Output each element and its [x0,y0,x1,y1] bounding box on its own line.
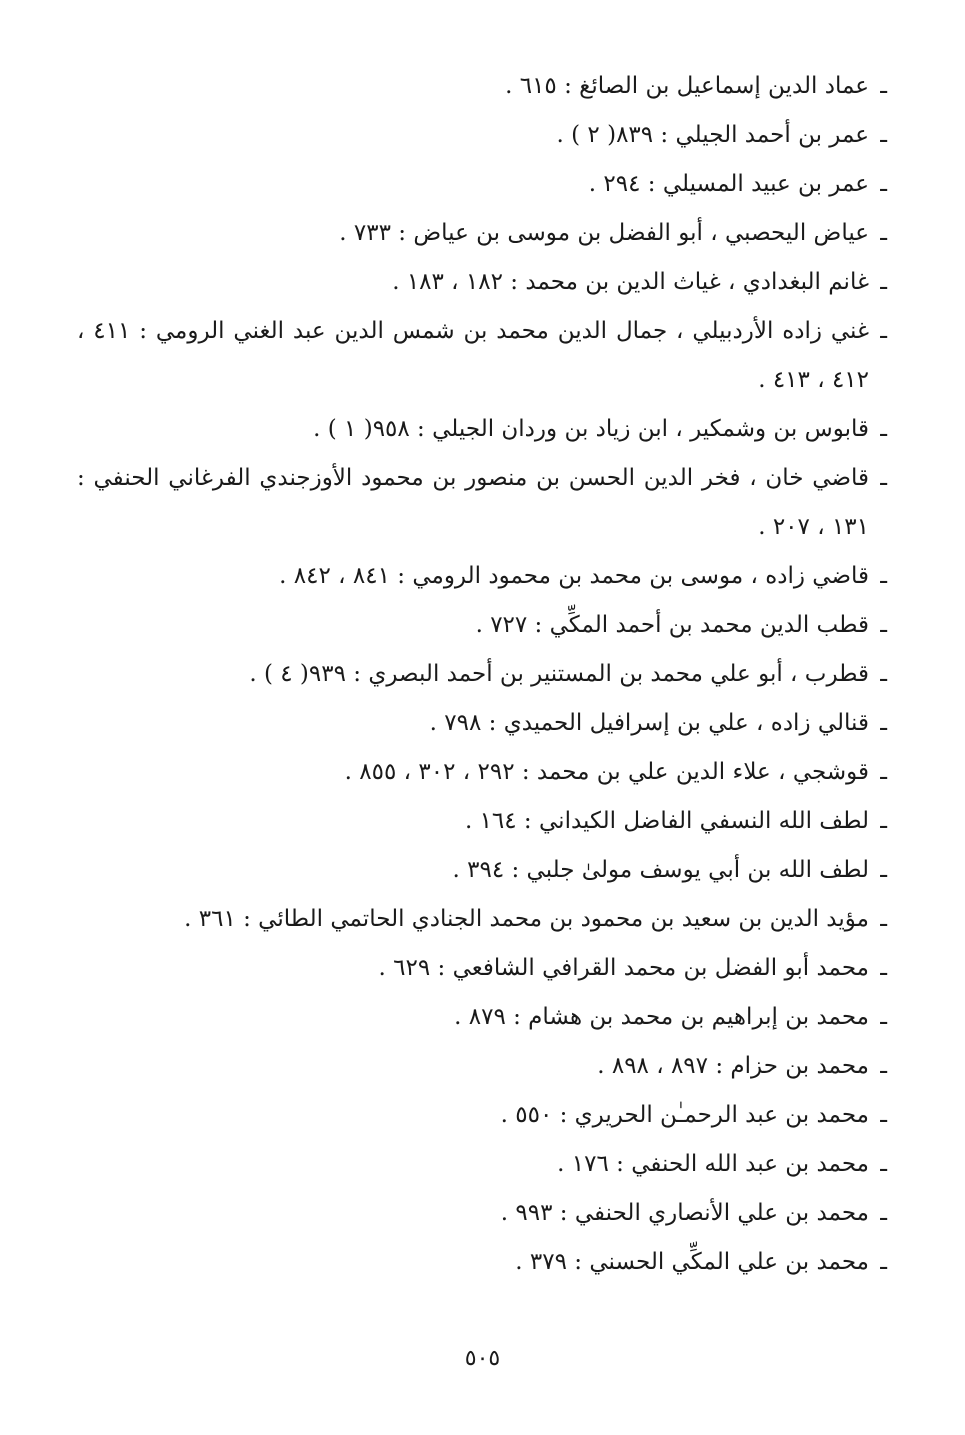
entry-text: مؤيد الدين بن سعيد بن محمود بن محمد الجنادي الحاتمي الطائي : ٣٦١ . [184,906,869,932]
entry-text: عماد الدين إسماعيل بن الصائغ : ٦١٥ . [505,73,869,99]
entry-text: قطب الدين محمد بن أحمد المكِّي : ٧٢٧ . [475,612,869,638]
index-entry: ـ قاضي زاده ، موسى بن محمد بن محمود الرومي : ٨٤١ ، ٨٤٢ . [279,563,887,589]
entry-text: قابوس بن وشمكير ، ابن زياد بن وردان الجيلي : ٩٥٨( ١ ) . [313,416,869,442]
index-entry: ـ قوشجي ، علاء الدين علي بن محمد : ٢٩٢ ، ٣٠٢ ، ٨٥٥ . [344,759,887,785]
entry-text: قاضي خان ، فخر الدين الحسن بن منصور بن محمود الأوزجندي الفرغاني الحنفي : ١٣١ ، ٢٠٧ . [77,465,869,540]
entry-text: قنالي زاده ، علي بن إسرافيل الحميدي : ٧٩٨ . [429,710,869,736]
entry-text: محمد بن عبد الرحمـٰن الحريري : ٥٥٠ . [500,1102,869,1128]
entry-text: غني زاده الأردبيلي ، جمال الدين محمد بن شمس الدين عبد الغني الرومي : ٤١١ ، ٤١٢ ، ٤١٣ . [77,318,870,393]
entry-text: غانم البغدادي ، غياث الدين بن محمد : ١٨٢ ، ١٨٣ . [392,269,869,295]
index-entry: ـ محمد بن عبد الله الحنفي : ١٧٦ . [557,1151,887,1177]
entry-text: محمد بن حزام : ٨٩٧ ، ٨٩٨ . [597,1053,869,1079]
index-entry: ـ لطف الله النسفي الفاضل الكيداني : ١٦٤ . [464,808,887,834]
index-entry: ـ غانم البغدادي ، غياث الدين بن محمد : ١٨٢ ، ١٨٣ . [392,269,887,295]
index-entry: ـ عياض اليحصبي ، أبو الفضل بن موسى بن عياض : ٧٣٣ . [339,220,887,246]
entry-text: عمر بن أحمد الجيلي : ٨٣٩( ٢ ) . [556,122,869,148]
index-entry: ـ غني زاده الأردبيلي ، جمال الدين محمد بن شمس الدين عبد الغني الرومي : ٤١١ ، ٤١٢ ، ٤١٣ . [77,318,887,393]
index-entry: ـ عماد الدين إسماعيل بن الصائغ : ٦١٥ . [505,73,887,99]
index-entry: ـ قطرب ، أبو علي محمد بن المستنير بن أحمد البصري : ٩٣٩( ٤ ) . [249,661,887,687]
index-entry: ـ قنالي زاده ، علي بن إسرافيل الحميدي : ٧٩٨ . [429,710,887,736]
index-entry: ـ محمد بن إبراهيم بن محمد بن هشام : ٨٧٩ . [454,1004,887,1030]
index-entry: ـ عمر بن عبيد المسيلي : ٢٩٤ . [588,171,887,197]
page-number: ٥٠٥ [464,1346,501,1371]
index-entry: ـ محمد بن علي المكِّي الحسني : ٣٧٩ . [515,1249,887,1275]
entry-text: لطف الله بن أبي يوسف مولىٰ جلبي : ٣٩٤ . [452,857,869,883]
entry-text: محمد بن علي الأنصاري الحنفي : ٩٩٣ . [500,1200,869,1226]
index-entries [77,62,887,1287]
index-entry: ـ قطب الدين محمد بن أحمد المكِّي : ٧٢٧ . [475,612,887,638]
index-entry: ـ عمر بن أحمد الجيلي : ٨٣٩( ٢ ) . [556,122,887,148]
index-entry: ـ محمد أبو الفضل بن محمد القرافي الشافعي : ٦٢٩ . [378,955,887,981]
entry-text: عمر بن عبيد المسيلي : ٢٩٤ . [588,171,869,197]
entry-text: محمد أبو الفضل بن محمد القرافي الشافعي : ٦٢٩ . [378,955,869,981]
index-entry: ـ محمد بن عبد الرحمـٰن الحريري : ٥٥٠ . [500,1102,887,1128]
entry-text: قوشجي ، علاء الدين علي بن محمد : ٢٩٢ ، ٣٠٢ ، ٨٥٥ . [344,759,869,785]
index-entry: ـ قابوس بن وشمكير ، ابن زياد بن وردان الجيلي : ٩٥٨( ١ ) . [313,416,887,442]
index-entry: ـ لطف الله بن أبي يوسف مولىٰ جلبي : ٣٩٤ . [452,857,887,883]
entry-text: محمد بن إبراهيم بن محمد بن هشام : ٨٧٩ . [454,1004,869,1030]
index-entry: ـ محمد بن حزام : ٨٩٧ ، ٨٩٨ . [597,1053,887,1079]
entry-text: لطف الله النسفي الفاضل الكيداني : ١٦٤ . [464,808,869,834]
index-entry: ـ محمد بن علي الأنصاري الحنفي : ٩٩٣ . [500,1200,887,1226]
entry-text: عياض اليحصبي ، أبو الفضل بن موسى بن عياض : ٧٣٣ . [339,220,869,246]
entry-text: قطرب ، أبو علي محمد بن المستنير بن أحمد البصري : ٩٣٩( ٤ ) . [249,661,869,687]
entry-text: محمد بن علي المكِّي الحسني : ٣٧٩ . [515,1249,869,1275]
entry-text: محمد بن عبد الله الحنفي : ١٧٦ . [557,1151,869,1177]
index-entry: ـ مؤيد الدين بن سعيد بن محمود بن محمد الجنادي الحاتمي الطائي : ٣٦١ . [184,906,887,932]
entry-text: قاضي زاده ، موسى بن محمد بن محمود الرومي : ٨٤١ ، ٨٤٢ . [279,563,869,589]
index-entry: ـ قاضي خان ، فخر الدين الحسن بن منصور بن محمود الأوزجندي الفرغاني الحنفي : ١٣١ ، ٢٠٧ . [77,465,887,540]
